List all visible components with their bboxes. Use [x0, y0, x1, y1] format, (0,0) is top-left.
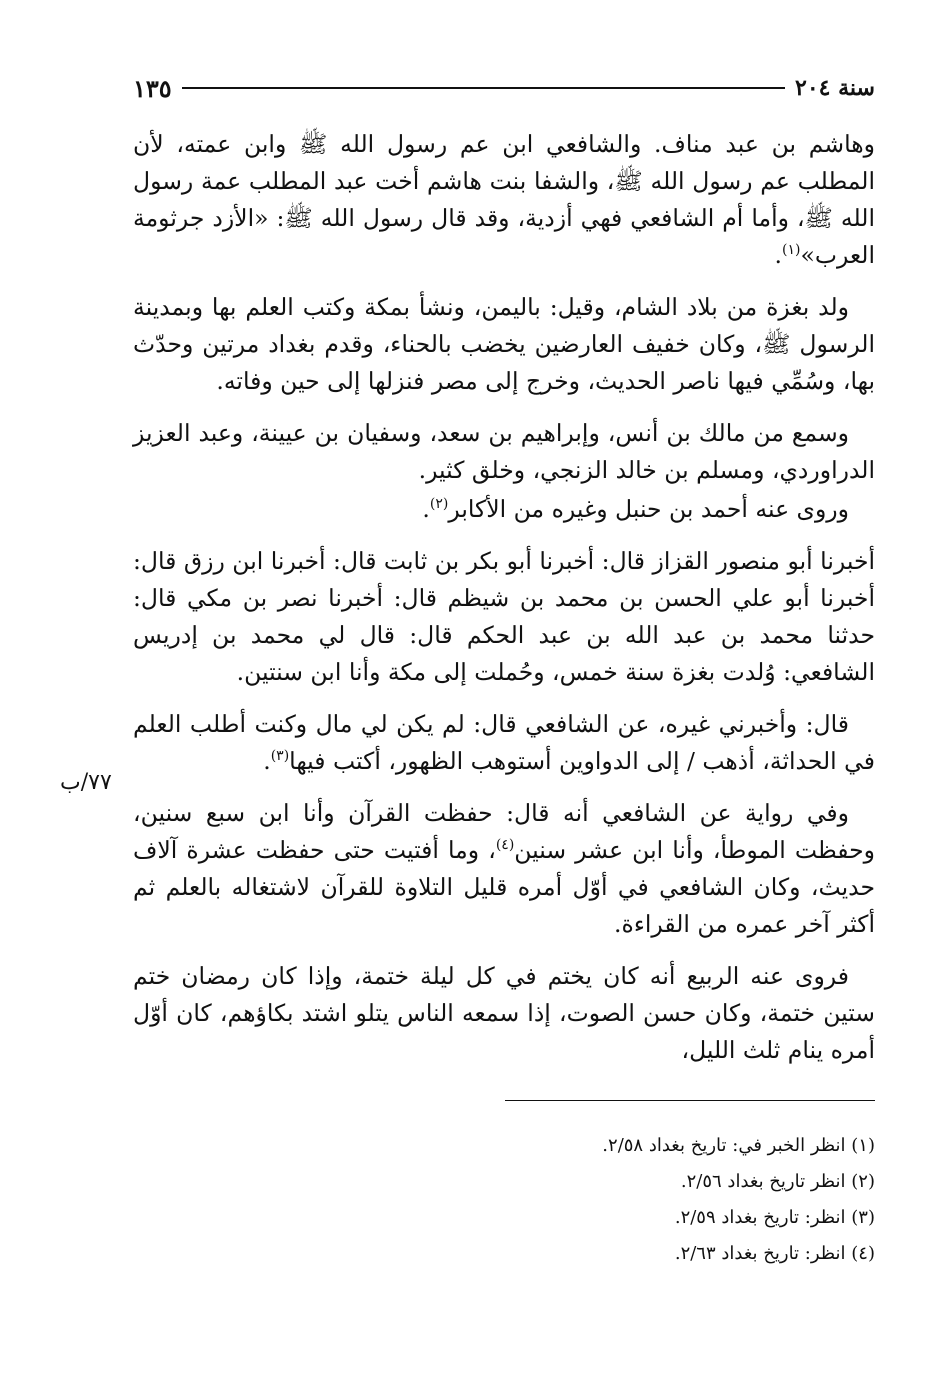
- footnote: (٢) انظر تاريخ بغداد ٢/٥٦.: [680, 1171, 875, 1192]
- footnotes: [133, 1128, 875, 1272]
- running-head-year: سنة ٢٠٤: [795, 75, 875, 101]
- main-text: [133, 126, 875, 1084]
- paragraph: أخبرنا أبو منصور القزاز قال: أخبرنا أبو بكر بن ثابت قال: أخبرنا ابن رزق قال: أخبرنا أبو علي الحسن بن محمد بن شيظم قال: أخبرنا نصر بن مكي قال: حدثنا محمد بن عبد الله بن عبد الحكم قال: قال لي محمد بن إدريس الشافعي: وُلدت بغزة سنة خمس، وحُملت إلى مكة وأنا ابن سنتين.: [133, 547, 875, 686]
- paragraph: وسمع من مالك بن أنس، وإبراهيم بن سعد، وسفيان بن عيينة، وعبد العزيز الدراوردي، ومسلم بن خالد الزنجي، وخلق كثير.: [133, 419, 875, 484]
- header-rule: [182, 87, 785, 89]
- paragraph: فروى عنه الربيع أنه كان يختم في كل ليلة ختمة، وإذا كان رمضان ختم ستين ختمة، وكان حسن الصوت، إذا سمعه الناس يتلو اشتد بكاؤهم، كان أوّل أمره ينام ثلث الليل،: [133, 962, 875, 1064]
- footnote-ref: (٢): [429, 496, 449, 513]
- footnote-separator: [505, 1100, 875, 1101]
- footnote-ref: (١): [782, 242, 801, 259]
- page-header: [133, 68, 875, 108]
- paragraph: وفي رواية عن الشافعي أنه قال: حفظت القرآن وأنا ابن سبع سنين، وحفظت الموطأ، وأنا ابن عشر سنين$^{(٤)}$، وما أفتيت حتى حفظت عشرة آلاف حديث، وكان الشافعي في أوّل أمره قليل التلاوة للقرآن لاشتغاله بالعلم ثم أكثر آخر عمره من القراءة.: [133, 799, 875, 938]
- footnote: (٤) انظر: تاريخ بغداد ٢/٦٣.: [674, 1243, 875, 1264]
- page-number: ١٣٥: [133, 73, 172, 103]
- paragraph: ولد بغزة من بلاد الشام، وقيل: باليمن، ونشأ بمكة وكتب العلم بها وبمدينة الرسول ﷺ، وكان خفيف العارضين يخضب بالحناء، وقدم بغداد مرتين وحدّث بها، وسُمِّي فيها ناصر الحديث، وخرج إلى مصر فنزلها إلى حين وفاته.: [133, 293, 875, 395]
- footnote-ref: (٣): [270, 748, 290, 765]
- paragraph: وهاشم بن عبد مناف. والشافعي ابن عم رسول الله ﷺ وابن عمته، لأن المطلب عم رسول الله ﷺ، والشفا بنت هاشم أخت عبد المطلب عمة رسول الله ﷺ، وأما أم الشافعي فهي أزدية، وقد قال رسول الله ﷺ: «الأزد جرثومة العرب»$^{(١)}$.: [133, 130, 875, 269]
- manuscript-folio-note: ٧٧/ب: [60, 770, 112, 795]
- paragraph: قال: وأخبرني غيره، عن الشافعي قال: لم يكن لي مال وكنت أطلب العلم في الحداثة، أذهب / إلى الدواوين أستوهب الظهور، أكتب فيها$^{(٣)}$.: [133, 710, 875, 775]
- footnote-ref: (٤): [495, 837, 515, 854]
- paragraph: وروى عنه أحمد بن حنبل وغيره من الأكابر$^{(٢)}$.: [422, 495, 849, 523]
- footnote: (١) انظر الخبر في: تاريخ بغداد ٢/٥٨.: [602, 1135, 875, 1156]
- footnote: (٣) انظر: تاريخ بغداد ٢/٥٩.: [674, 1207, 875, 1228]
